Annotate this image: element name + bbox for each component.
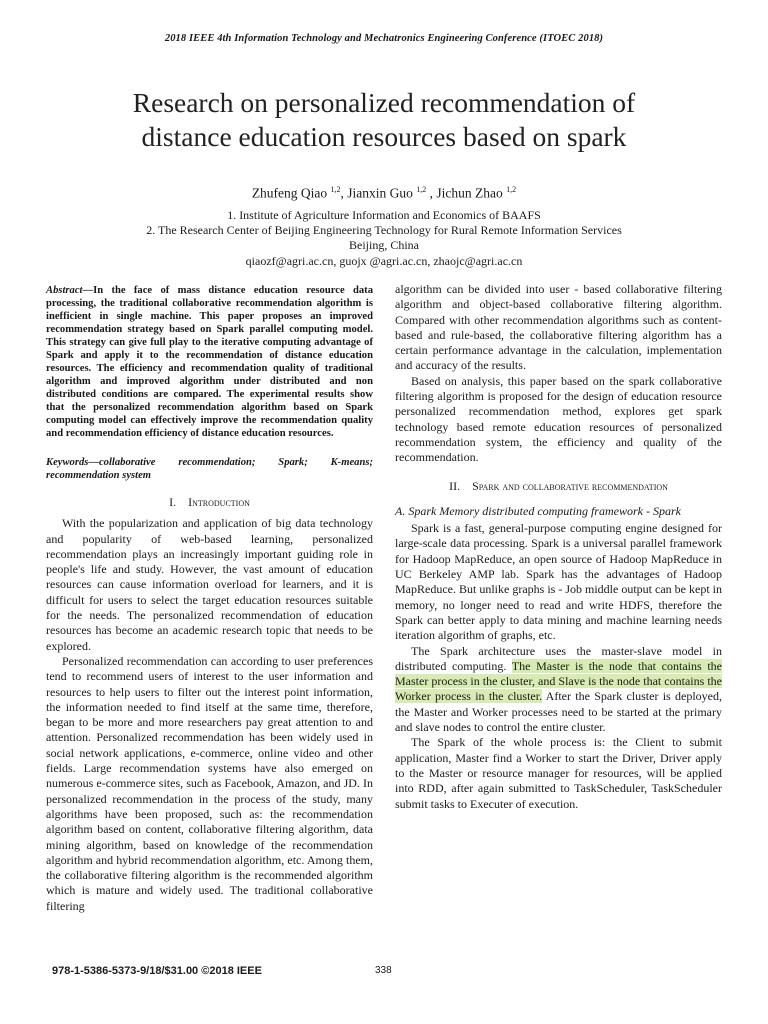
paragraph-text: The Spark architecture uses the master-slave model in distributed computing. xyxy=(395,643,722,673)
affiliation-location: Beijing, China xyxy=(349,238,419,252)
highlighted-text[interactable]: The Master is the node that contains the Master process in the cluster, and Slave is the node that contains the Worker process in the cluster. xyxy=(395,658,722,704)
author-3-affil: 1,2 xyxy=(506,185,517,194)
abstract-text: In the face of mass distance education resource data processing, the traditional collaborative recommendation algorithm is inefficient in single machine. This paper proposes an improved recommendation strategy based on Spark parallel computing model. This strategy can give full play to the iterative computing advantage of Spark and apply it to the recommendation of distance education resources. The efficiency and recommendation quality of traditional algorithm and improved algorithm under distributed and non distributed conditions are compared. The experimental results show that the personalized recommendation algorithm based on Spark computing model can effectively improve the recommendation quality and recommendation efficiency of distance education resources. xyxy=(46,285,373,439)
author-2-affil: 1,2 xyxy=(416,185,427,194)
abstract-label: Abstract xyxy=(46,285,83,296)
section-number: I. xyxy=(169,495,177,509)
author-2: Jianxin Guo xyxy=(347,185,413,201)
right-paragraph-5: The Spark of the whole process is: the Client to submit application, Master find a Worker to start the Driver, Driver apply to the Master or resource manager for resources, will be applied into RDD, after again submitted to TaskScheduler, TaskScheduler submit tasks to Executer of execution. xyxy=(395,735,722,811)
paragraph-text: After the Spark cluster is deployed, the Master and Worker processes need to be started at the primary and slave nodes to control the entire cluster. xyxy=(395,689,722,735)
intro-paragraph-2: Personalized recommendation can according to user preferences tend to recommend users of interest to the user information and resources to help users to filter out the interest point information, the information needed to find itself at the same time, therefore, began to be more and more researchers pay great attention to and attention. Personalized recommendation has been widely used in social network applications, e-commerce, online video and other fields. Large recommendation systems have also emerged on numerous e-commerce sites, such as Facebook, Amazon, and JD. In personalized recommendation in the process of the study, many algorithms have been proposed, such as: the recommendation algorithm based on content, collaborative filtering algorithm, data mining algorithm, based on knowledge of the recommendation algorithm and hybrid recommendation algorithm, etc. Among them, the collaborative filtering algorithm is the recommended algorithm which is mature and widely used. The traditional collaborative filtering xyxy=(46,653,373,913)
author-1: Zhufeng Qiao xyxy=(251,185,328,201)
left-column xyxy=(46,284,373,914)
abstract-dash: — xyxy=(82,285,94,296)
page-number: 338 xyxy=(375,965,392,976)
footer-isbn: 978-1-5386-5373-9/18/$31.00 ©2018 IEEE xyxy=(52,965,262,977)
right-column xyxy=(395,282,722,812)
author-emails: qiaozf@agri.ac.cn, guojx @agri.ac.cn, zhaojc@agri.ac.cn xyxy=(245,254,523,268)
author-1-affil: 1,2 xyxy=(330,185,341,194)
section-heading-introduction xyxy=(46,495,373,510)
keywords: Keywords—collaborative recommendation; Spark; K-means; recommendation system xyxy=(46,457,373,481)
title-line-1: Research on personalized recommendation of xyxy=(132,87,636,118)
section-heading-spark xyxy=(395,479,722,494)
section-title: Introduction xyxy=(188,495,250,509)
title-line-2: distance education resources based on spark xyxy=(141,121,627,152)
affiliation-2: 2. The Research Center of Beijing Engineering Technology for Rural Remote Information Services xyxy=(146,223,622,237)
abstract xyxy=(46,284,373,440)
right-paragraph-3: Spark is a fast, general-purpose computing engine designed for large-scale data processing. Spark is a universal parallel framework for Hadoop MapReduce, an open source of Hadoop MapReduce in UC Berkeley AMP lab. Spark has the advantages of Hadoop MapReduce. But unlike graphs is - Job middle output can be kept in memory, no longer need to read and write HDFS, therefore the Spark can better apply to data mining and machine learning needs iteration algorithm of graphs, etc. xyxy=(395,521,722,643)
author-list: Zhufeng Qiao $^{1,2}$, Jianxin Guo $^{1,2}$ , Jichun Zhao $^{1,2}$ xyxy=(251,185,517,201)
conference-header: 2018 IEEE 4th Information Technology and Mechatronics Engineering Conference (ITOEC 2018) xyxy=(164,33,604,44)
affiliation-1: 1. Institute of Agriculture Information and Economics of BAAFS xyxy=(227,208,541,222)
author-3: Jichun Zhao xyxy=(436,185,503,201)
paper-title xyxy=(60,86,708,154)
right-paragraph-1: algorithm can be divided into user - based collaborative filtering algorithm and object-based collaborative filtering algorithm. Compared with other recommendation algorithms such as content-based and rule-based, the collaborative filtering algorithm has a certain performance advantage in the calculation, implementation and accuracy of the results. xyxy=(395,282,722,373)
section-number: II. xyxy=(449,478,461,493)
section-title: Spark and collaborative recommendation xyxy=(472,478,668,493)
right-paragraph-4 xyxy=(395,644,722,736)
intro-paragraph-1: With the popularization and application of big data technology and popularity of web-based learning, personalized recommendation plays an increasingly important guiding role in people's life and study. However, the vast amount of education resources can cause information overload for learners, and it is difficult for users to select the target education resources suitable for the needs. The personalized recommendation of education resources has become an academic research topic that needs to be explored. xyxy=(46,516,373,653)
subsection-heading-a: A. Spark Memory distributed computing framework - Spark xyxy=(395,503,681,518)
right-paragraph-2: Based on analysis, this paper based on the spark collaborative filtering algorithm is proposed for the design of education resource personalized recommendation method, explores get spark technology based remote education resources of personalized recommendation system, the efficiency and quality of the recommendation. xyxy=(395,373,722,465)
